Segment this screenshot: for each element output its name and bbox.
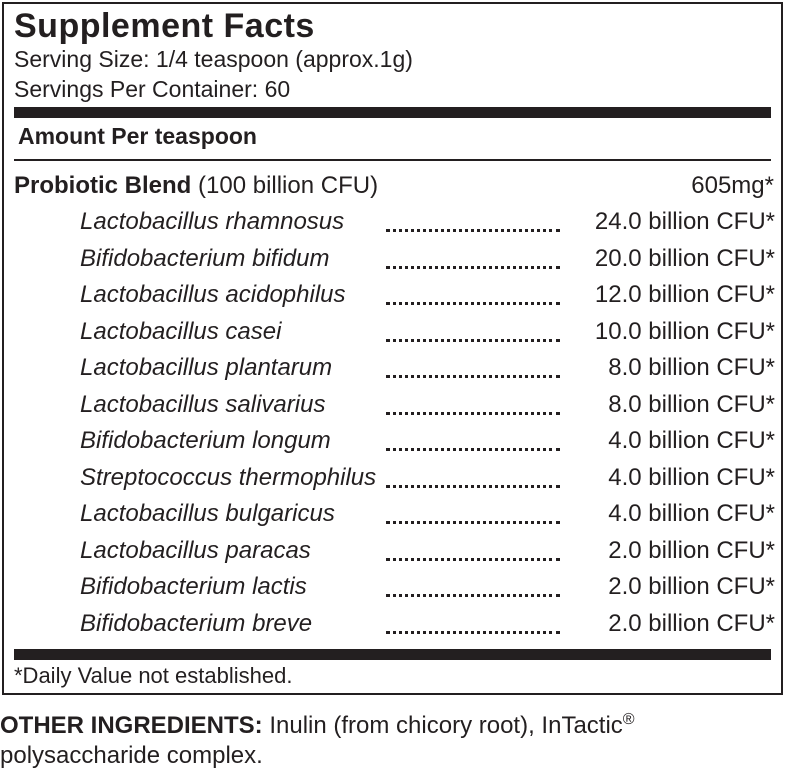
- footnote: *Daily Value not established.: [14, 663, 293, 688]
- thick-divider-bottom: [14, 649, 771, 660]
- ingredient-amount: 8.0 billion CFU*: [608, 354, 775, 381]
- blend-row: [14, 171, 774, 201]
- thin-divider: [14, 159, 771, 161]
- ingredient-amount: 10.0 billion CFU*: [594, 317, 775, 345]
- ingredient-name: Bifidobacterium bifidum: [80, 244, 330, 272]
- ingredient-row: [80, 204, 775, 241]
- blend-name-group: [14, 171, 378, 201]
- ingredient-name: Lactobacillus paracas: [80, 536, 311, 564]
- dot-leader: [386, 485, 560, 488]
- ingredient-name: Bifidobacterium breve: [80, 609, 313, 637]
- amount-per-heading: Amount Per teaspoon: [18, 123, 257, 149]
- other-ingredients-heading: OTHER INGREDIENTS:: [0, 712, 263, 739]
- blend-detail: (100 billion CFU): [191, 172, 379, 199]
- ingredient-row: [80, 606, 775, 643]
- ingredient-row: [80, 460, 775, 497]
- ingredient-row: [80, 569, 775, 606]
- ingredient-amount: 24.0 billion CFU*: [594, 208, 775, 235]
- thick-divider-top: [14, 107, 771, 118]
- dot-leader: [386, 375, 560, 378]
- blend-name: Probiotic Blend: [14, 172, 192, 199]
- dot-leader: [386, 521, 560, 524]
- ingredient-name: Bifidobacterium longum: [80, 427, 331, 454]
- other-ingredients-text-line2: polysaccharide complex.: [0, 742, 263, 769]
- other-ingredients-text-line1: Inulin (from chicory root), InTactic: [262, 712, 623, 739]
- ingredient-amount: 8.0 billion CFU*: [608, 390, 775, 418]
- dot-leader: [386, 631, 560, 634]
- supplement-facts-panel: [2, 2, 783, 695]
- ingredient-row: [80, 314, 775, 351]
- ingredient-name: Lactobacillus plantarum: [80, 354, 333, 381]
- ingredient-name: Lactobacillus rhamnosus: [80, 208, 345, 235]
- registered-mark: ®: [622, 711, 635, 728]
- dot-leader: [386, 448, 560, 451]
- ingredient-list: [80, 204, 775, 642]
- ingredient-row: [80, 277, 775, 314]
- ingredient-row: [80, 533, 775, 570]
- blend-amount: 605mg*: [691, 172, 774, 199]
- ingredient-row: [80, 387, 775, 424]
- dot-leader: [386, 302, 560, 305]
- dot-leader: [386, 594, 560, 597]
- ingredient-row: [80, 350, 775, 387]
- ingredient-row: [80, 423, 775, 460]
- ingredient-row: [80, 241, 775, 278]
- ingredient-name: Bifidobacterium lactis: [80, 573, 307, 600]
- dot-leader: [386, 412, 560, 415]
- ingredient-name: Streptococcus thermophilus: [80, 463, 377, 491]
- ingredient-amount: 2.0 billion CFU*: [608, 536, 775, 564]
- dot-leader: [386, 266, 560, 269]
- dot-leader: [386, 558, 560, 561]
- servings-per-container: Servings Per Container: 60: [14, 76, 291, 102]
- ingredient-name: Lactobacillus bulgaricus: [80, 500, 335, 527]
- ingredient-amount: 20.0 billion CFU*: [594, 244, 775, 272]
- serving-size: Serving Size: 1/4 teaspoon (approx.1g): [14, 46, 413, 72]
- ingredient-row: [80, 496, 775, 533]
- other-ingredients: [0, 705, 790, 771]
- ingredient-name: Lactobacillus salivarius: [80, 390, 326, 418]
- ingredient-amount: 2.0 billion CFU*: [608, 609, 775, 637]
- dot-leader: [386, 229, 560, 232]
- dot-leader: [386, 339, 560, 342]
- panel-title: Supplement Facts: [14, 7, 315, 45]
- ingredient-amount: 4.0 billion CFU*: [608, 463, 775, 491]
- ingredient-amount: 4.0 billion CFU*: [608, 500, 775, 527]
- ingredient-name: Lactobacillus acidophilus: [80, 281, 346, 308]
- ingredient-amount: 12.0 billion CFU*: [594, 281, 775, 308]
- ingredient-amount: 4.0 billion CFU*: [608, 427, 775, 454]
- ingredient-amount: 2.0 billion CFU*: [608, 573, 775, 600]
- ingredient-name: Lactobacillus casei: [80, 317, 282, 345]
